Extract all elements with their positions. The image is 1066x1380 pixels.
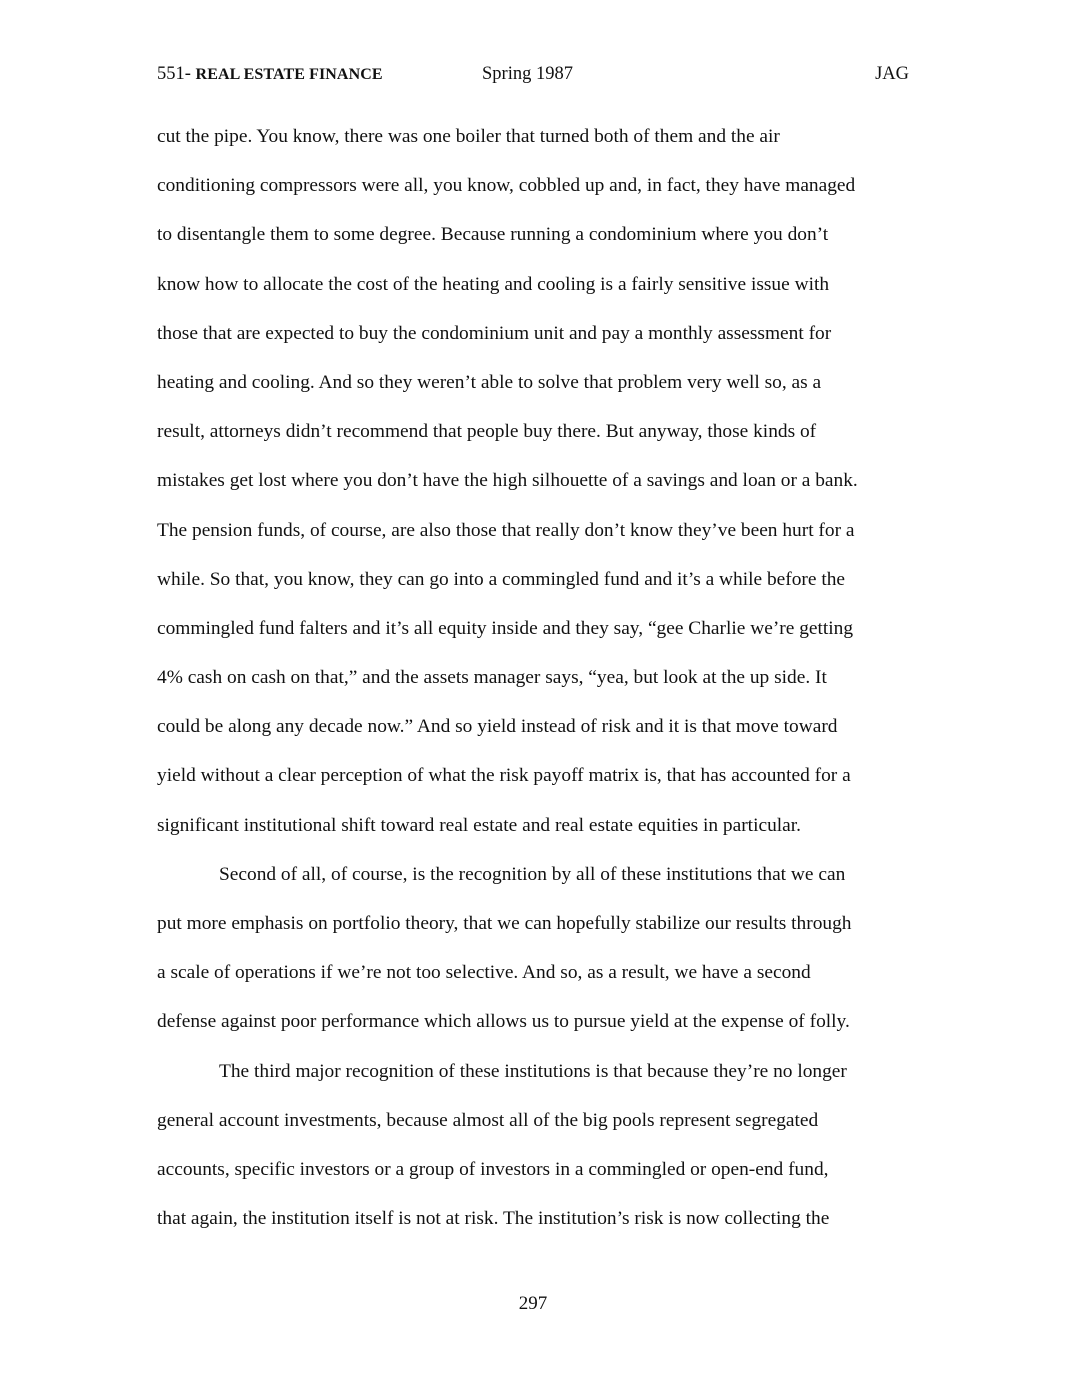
text-line: to disentangle them to some degree. Because running a condominium where you don’t xyxy=(157,224,829,246)
author-initials: JAG xyxy=(875,64,909,84)
text-line: mistakes get lost where you don’t have the high silhouette of a savings and loan or a bank. xyxy=(157,470,858,492)
text-line: The pension funds, of course, are also those that really don’t know they’ve been hurt for a xyxy=(157,519,855,541)
text-line: general account investments, because almost all of the big pools represent segregated xyxy=(157,1109,819,1131)
text-line: defense against poor performance which allows us to pursue yield at the expense of folly. xyxy=(157,1011,850,1033)
text-line: yield without a clear perception of what the risk payoff matrix is, that has accounted for a xyxy=(157,765,851,787)
term-label: Spring 1987 xyxy=(482,64,573,84)
paragraph-start-line: The third major recognition of these institutions is that because they’re no longer xyxy=(219,1060,847,1082)
text-line: significant institutional shift toward real estate and real estate equities in particular. xyxy=(157,814,801,836)
transcript-body xyxy=(157,121,917,1252)
text-line: those that are expected to buy the condominium unit and pay a monthly assessment for xyxy=(157,322,832,344)
text-line: commingled fund falters and it’s all equity inside and they say, “gee Charlie we’re getting xyxy=(157,617,854,639)
text-line: put more emphasis on portfolio theory, that we can hopefully stabilize our results through xyxy=(157,913,852,934)
text-line: accounts, specific investors or a group of investors in a commingled or open-end fund, xyxy=(157,1158,829,1180)
page-header xyxy=(157,64,909,90)
page-number: 297 xyxy=(518,1293,548,1314)
text-line: know how to allocate the cost of the heating and cooling is a fairly sensitive issue with xyxy=(157,273,830,295)
course-number: 551- xyxy=(157,64,191,84)
text-line: cut the pipe. You know, there was one boiler that turned both of them and the air xyxy=(157,126,780,147)
text-line: that again, the institution itself is not at risk. The institution’s risk is now collecting the xyxy=(157,1208,830,1230)
text-line: conditioning compressors were all, you know, cobbled up and, in fact, they have managed xyxy=(157,175,856,197)
paragraph-start-line: Second of all, of course, is the recognition by all of these institutions that we can xyxy=(219,863,846,885)
text-line: while. So that, you know, they can go into a commingled fund and it’s a while before the xyxy=(157,568,846,590)
text-line: a scale of operations if we’re not too selective. And so, as a result, we have a second xyxy=(157,962,811,984)
text-line: 4% cash on cash on that,” and the assets manager says, “yea, but look at the up side. It xyxy=(157,667,827,689)
text-line: could be along any decade now.” And so yield instead of risk and it is that move toward xyxy=(157,716,838,738)
text-line: result, attorneys didn’t recommend that people buy there. But anyway, those kinds of xyxy=(157,421,817,443)
course-title: REAL ESTATE FINANCE xyxy=(195,66,383,83)
text-line: heating and cooling. And so they weren’t able to solve that problem very well so, as a xyxy=(157,371,822,393)
course-label xyxy=(157,64,383,85)
